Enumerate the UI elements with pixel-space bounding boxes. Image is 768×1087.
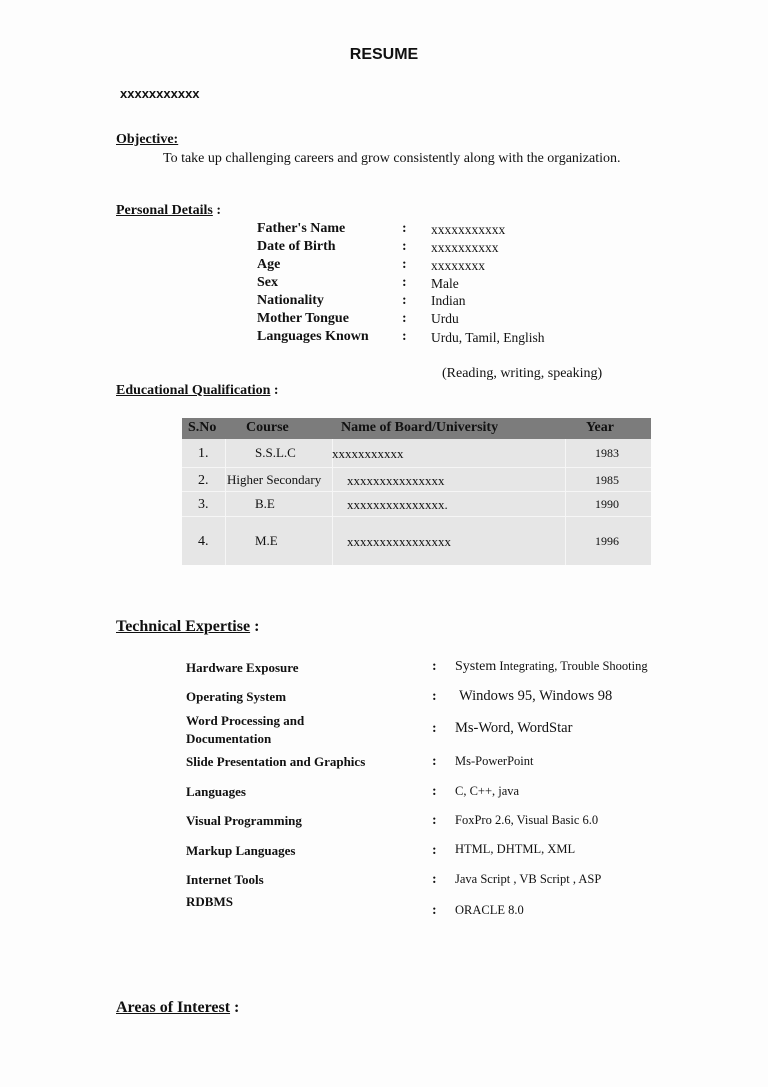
cell-year: 1985 xyxy=(595,473,619,487)
cell-sno: 2. xyxy=(198,473,209,488)
resume-title: RESUME xyxy=(349,46,419,63)
te-label-hardware-exposure: Hardware Exposure xyxy=(186,660,299,675)
languages-note: (Reading, writing, speaking) xyxy=(442,366,603,381)
pd-colon: : xyxy=(402,239,407,254)
te-label-slide-presentation: Slide Presentation and Graphics xyxy=(186,754,366,769)
te-colon: : xyxy=(432,721,437,736)
table-divider xyxy=(182,491,651,492)
te-value-internet-tools: Java Script , VB Script , ASP xyxy=(455,872,602,886)
te-colon: : xyxy=(432,784,437,799)
table-divider xyxy=(565,439,566,565)
pd-colon: : xyxy=(402,329,407,344)
pd-value-sex: Male xyxy=(431,276,459,291)
cell-course: M.E xyxy=(255,533,278,548)
te-value-languages: C, C++, java xyxy=(455,784,520,798)
te-label-operating-system: Operating System xyxy=(186,689,287,704)
pd-value-fathers-name: xxxxxxxxxxx xyxy=(431,222,506,237)
cell-year: 1990 xyxy=(595,497,619,511)
cell-board: xxxxxxxxxxxxxxx. xyxy=(347,497,448,512)
areas-of-interest-heading: Areas of Interest : xyxy=(116,999,240,1016)
cell-board: xxxxxxxxxxx xyxy=(332,446,404,461)
pd-value-age: xxxxxxxx xyxy=(431,258,485,273)
table-divider xyxy=(182,516,651,517)
pd-label-sex: Sex xyxy=(257,275,278,290)
pd-label-mother-tongue: Mother Tongue xyxy=(257,311,349,326)
table-divider xyxy=(225,439,226,565)
cell-year: 1996 xyxy=(595,534,619,548)
pd-colon: : xyxy=(402,221,407,236)
cell-course: S.S.L.C xyxy=(255,445,296,460)
te-colon: : xyxy=(432,903,437,918)
pd-label-date-of-birth: Date of Birth xyxy=(257,239,336,254)
pd-colon: : xyxy=(402,257,407,272)
te-colon: : xyxy=(432,659,437,674)
te-value-rdbms: ORACLE 8.0 xyxy=(455,903,524,917)
cell-sno: 4. xyxy=(198,534,209,549)
te-value-hardware-exposure: System Integrating, Trouble Shooting xyxy=(455,659,648,674)
cell-board: xxxxxxxxxxxxxxxx xyxy=(347,534,451,549)
pd-value-mother-tongue: Urdu xyxy=(431,311,459,326)
te-colon: : xyxy=(432,872,437,887)
te-colon: : xyxy=(432,843,437,858)
te-value-markup-languages: HTML, DHTML, XML xyxy=(455,842,576,856)
te-value-operating-system: Windows 95, Windows 98 xyxy=(459,688,613,704)
personal-details-heading: Personal Details : xyxy=(116,203,221,218)
col-header-board: Name of Board/University xyxy=(341,420,499,435)
pd-label-fathers-name: Father's Name xyxy=(257,221,346,236)
candidate-name: xxxxxxxxxxx xyxy=(120,86,200,101)
cell-course: B.E xyxy=(255,496,275,511)
cell-sno: 3. xyxy=(198,497,209,512)
te-colon: : xyxy=(432,754,437,769)
col-header-year: Year xyxy=(586,420,614,435)
col-header-sno: S.No xyxy=(188,420,217,435)
te-label-internet-tools: Internet Tools xyxy=(186,872,264,887)
education-heading: Educational Qualification : xyxy=(116,383,279,398)
cell-year: 1983 xyxy=(595,446,619,460)
education-table-header xyxy=(182,418,651,439)
col-header-course: Course xyxy=(246,420,289,435)
pd-label-age: Age xyxy=(257,257,281,272)
objective-text: To take up challenging careers and grow consistently along with the organization. xyxy=(163,151,621,166)
pd-value-nationality: Indian xyxy=(431,293,466,308)
te-value-visual-programming: FoxPro 2.6, Visual Basic 6.0 xyxy=(455,813,599,827)
te-colon: : xyxy=(432,813,437,828)
cell-sno: 1. xyxy=(198,446,209,461)
te-label-rdbms: RDBMS xyxy=(186,894,233,909)
objective-heading: Objective: xyxy=(116,132,179,147)
education-table xyxy=(182,418,651,565)
te-colon: : xyxy=(432,689,437,704)
cell-course: Higher Secondary xyxy=(227,472,322,487)
table-divider xyxy=(182,467,651,468)
te-label-markup-languages: Markup Languages xyxy=(186,843,296,858)
pd-colon: : xyxy=(402,293,407,308)
pd-label-nationality: Nationality xyxy=(257,293,324,308)
pd-value-date-of-birth: xxxxxxxxxx xyxy=(431,240,499,255)
cell-board: xxxxxxxxxxxxxxx xyxy=(347,473,445,488)
pd-label-languages-known: Languages Known xyxy=(257,329,369,344)
pd-value-languages-known: Urdu, Tamil, English xyxy=(431,330,545,345)
te-label-visual-programming: Visual Programming xyxy=(186,813,302,828)
pd-colon: : xyxy=(402,311,407,326)
te-label-languages: Languages xyxy=(186,784,246,799)
te-value-word-processing: Ms-Word, WordStar xyxy=(455,720,573,736)
te-value-slide-presentation: Ms-PowerPoint xyxy=(455,754,534,768)
te-label-word-processing: Word Processing and Documentation xyxy=(186,713,305,746)
pd-colon: : xyxy=(402,275,407,290)
technical-expertise-heading: Technical Expertise : xyxy=(116,618,260,635)
